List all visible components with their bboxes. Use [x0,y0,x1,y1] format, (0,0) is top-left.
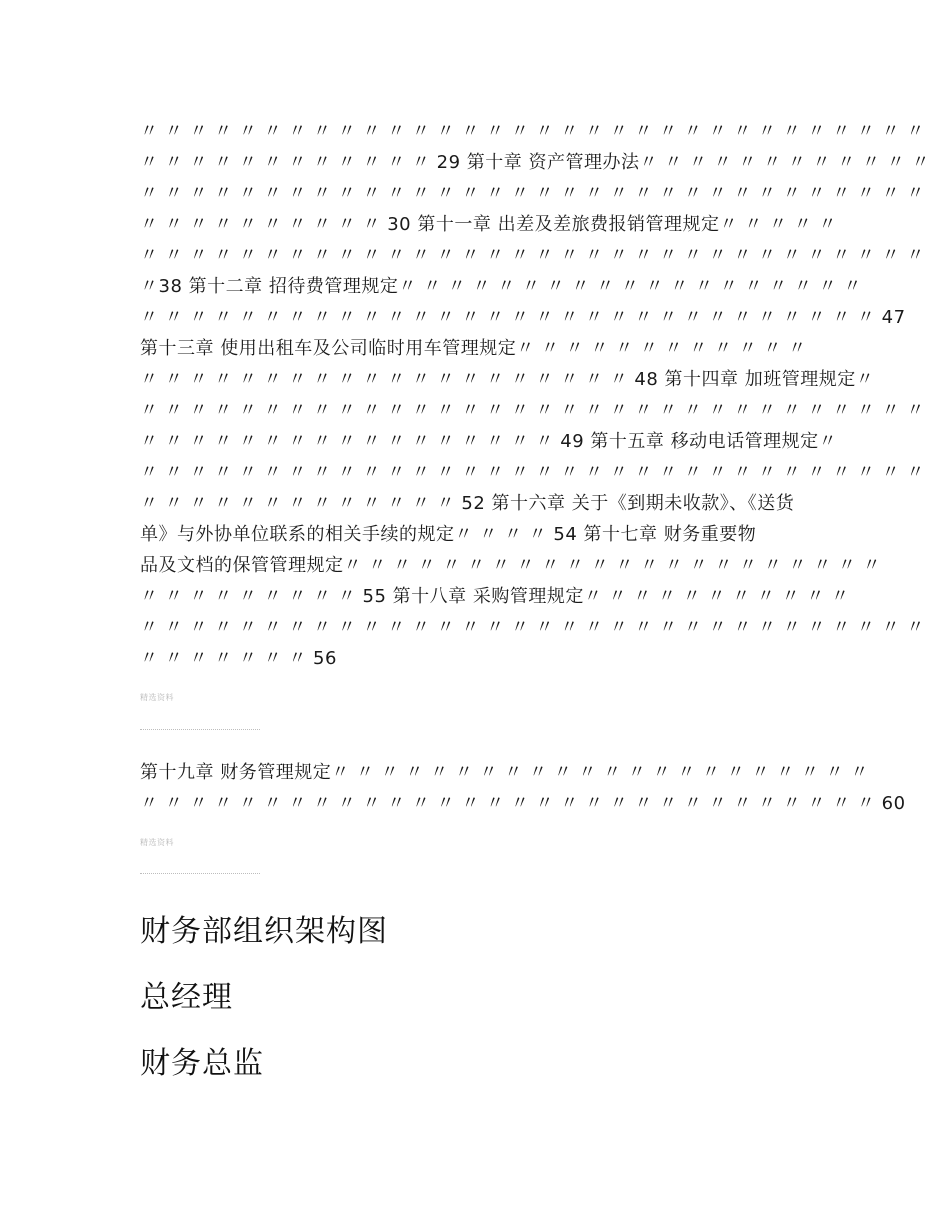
toc-line: 〃 〃 〃 〃 〃 〃 〃 〃 〃 〃 〃 〃 〃 〃 〃 〃 〃 〃 〃 〃 〃 〃 〃 〃 〃 〃 〃 〃 〃 〃 〃 〃 [140,400,925,421]
footer-divider [140,873,260,874]
toc-line: 〃 〃 〃 〃 〃 〃 〃 〃 〃 〃 30 第十一章 出差及差旅费报销管理规定〃 〃 〃 〃 〃 [140,214,837,235]
toc-block-1 [140,116,930,674]
toc-line: 〃 〃 〃 〃 〃 〃 〃 〃 〃 〃 〃 〃 〃 〃 〃 〃 〃 〃 〃 〃 〃 〃 〃 〃 〃 〃 〃 〃 〃 〃 〃 〃 [140,245,925,266]
toc-line: 〃 〃 〃 〃 〃 〃 〃 〃 〃 〃 〃 〃 〃 〃 〃 〃 〃 〃 〃 〃 〃 〃 〃 〃 〃 〃 〃 〃 〃 〃 60 [140,793,906,814]
heading-general-manager: 总经理 [140,980,233,1015]
toc-line: 〃 〃 〃 〃 〃 〃 〃 〃 〃 〃 〃 〃 〃 〃 〃 〃 〃 〃 〃 〃 〃 〃 〃 〃 〃 〃 〃 〃 〃 〃 〃 〃 [140,121,925,142]
toc-line: 〃 〃 〃 〃 〃 〃 〃 56 [140,648,337,669]
toc-block-2 [140,757,906,819]
heading-org-chart: 财务部组织架构图 [140,914,388,949]
heading-finance-director: 财务总监 [140,1046,264,1081]
toc-line: 〃 〃 〃 〃 〃 〃 〃 〃 〃 〃 〃 〃 〃 〃 〃 〃 〃 49 第十五章 移动电话管理规定〃 [140,431,838,452]
toc-line: 〃 〃 〃 〃 〃 〃 〃 〃 〃 〃 〃 〃 〃 〃 〃 〃 〃 〃 〃 〃 〃 〃 〃 〃 〃 〃 〃 〃 〃 〃 〃 〃 [140,183,925,204]
toc-line: 〃 〃 〃 〃 〃 〃 〃 〃 〃 〃 〃 〃 〃 〃 〃 〃 〃 〃 〃 〃 〃 〃 〃 〃 〃 〃 〃 〃 〃 〃 〃 〃 [140,462,925,483]
footer-note: 精选资料 [140,838,174,847]
footer-note: 精选资料 [140,693,174,702]
toc-line: 〃 〃 〃 〃 〃 〃 〃 〃 〃 〃 〃 〃 29 第十章 资产管理办法〃 〃 〃 〃 〃 〃 〃 〃 〃 〃 〃 〃 [140,152,930,173]
toc-line: 品及文档的保管管理规定〃 〃 〃 〃 〃 〃 〃 〃 〃 〃 〃 〃 〃 〃 〃 〃 〃 〃 〃 〃 〃 〃 [140,555,882,576]
toc-line: 第十三章 使用出租车及公司临时用车管理规定〃 〃 〃 〃 〃 〃 〃 〃 〃 〃 〃 〃 [140,338,807,359]
toc-line: 〃 〃 〃 〃 〃 〃 〃 〃 〃 〃 〃 〃 〃 〃 〃 〃 〃 〃 〃 〃 48 第十四章 加班管理规定〃 [140,369,875,390]
toc-line: 〃38 第十二章 招待费管理规定〃 〃 〃 〃 〃 〃 〃 〃 〃 〃 〃 〃 〃 〃 〃 〃 〃 〃 〃 [140,276,862,297]
footer-divider [140,729,260,730]
toc-line: 〃 〃 〃 〃 〃 〃 〃 〃 〃 〃 〃 〃 〃 〃 〃 〃 〃 〃 〃 〃 〃 〃 〃 〃 〃 〃 〃 〃 〃 〃 〃 〃 [140,617,925,638]
toc-line: 第十九章 财务管理规定〃 〃 〃 〃 〃 〃 〃 〃 〃 〃 〃 〃 〃 〃 〃 〃 〃 〃 〃 〃 〃 〃 [140,762,869,783]
toc-line: 〃 〃 〃 〃 〃 〃 〃 〃 〃 〃 〃 〃 〃 〃 〃 〃 〃 〃 〃 〃 〃 〃 〃 〃 〃 〃 〃 〃 〃 〃 47 [140,307,906,328]
toc-line: 〃 〃 〃 〃 〃 〃 〃 〃 〃 55 第十八章 采购管理规定〃 〃 〃 〃 〃 〃 〃 〃 〃 〃 〃 [140,586,850,607]
toc-line: 单》与外协单位联系的相关手续的规定〃 〃 〃 〃 54 第十七章 财务重要物 [140,524,757,545]
toc-line: 〃 〃 〃 〃 〃 〃 〃 〃 〃 〃 〃 〃 〃 52 第十六章 关于《到期未收款》、《送货 [140,493,795,514]
